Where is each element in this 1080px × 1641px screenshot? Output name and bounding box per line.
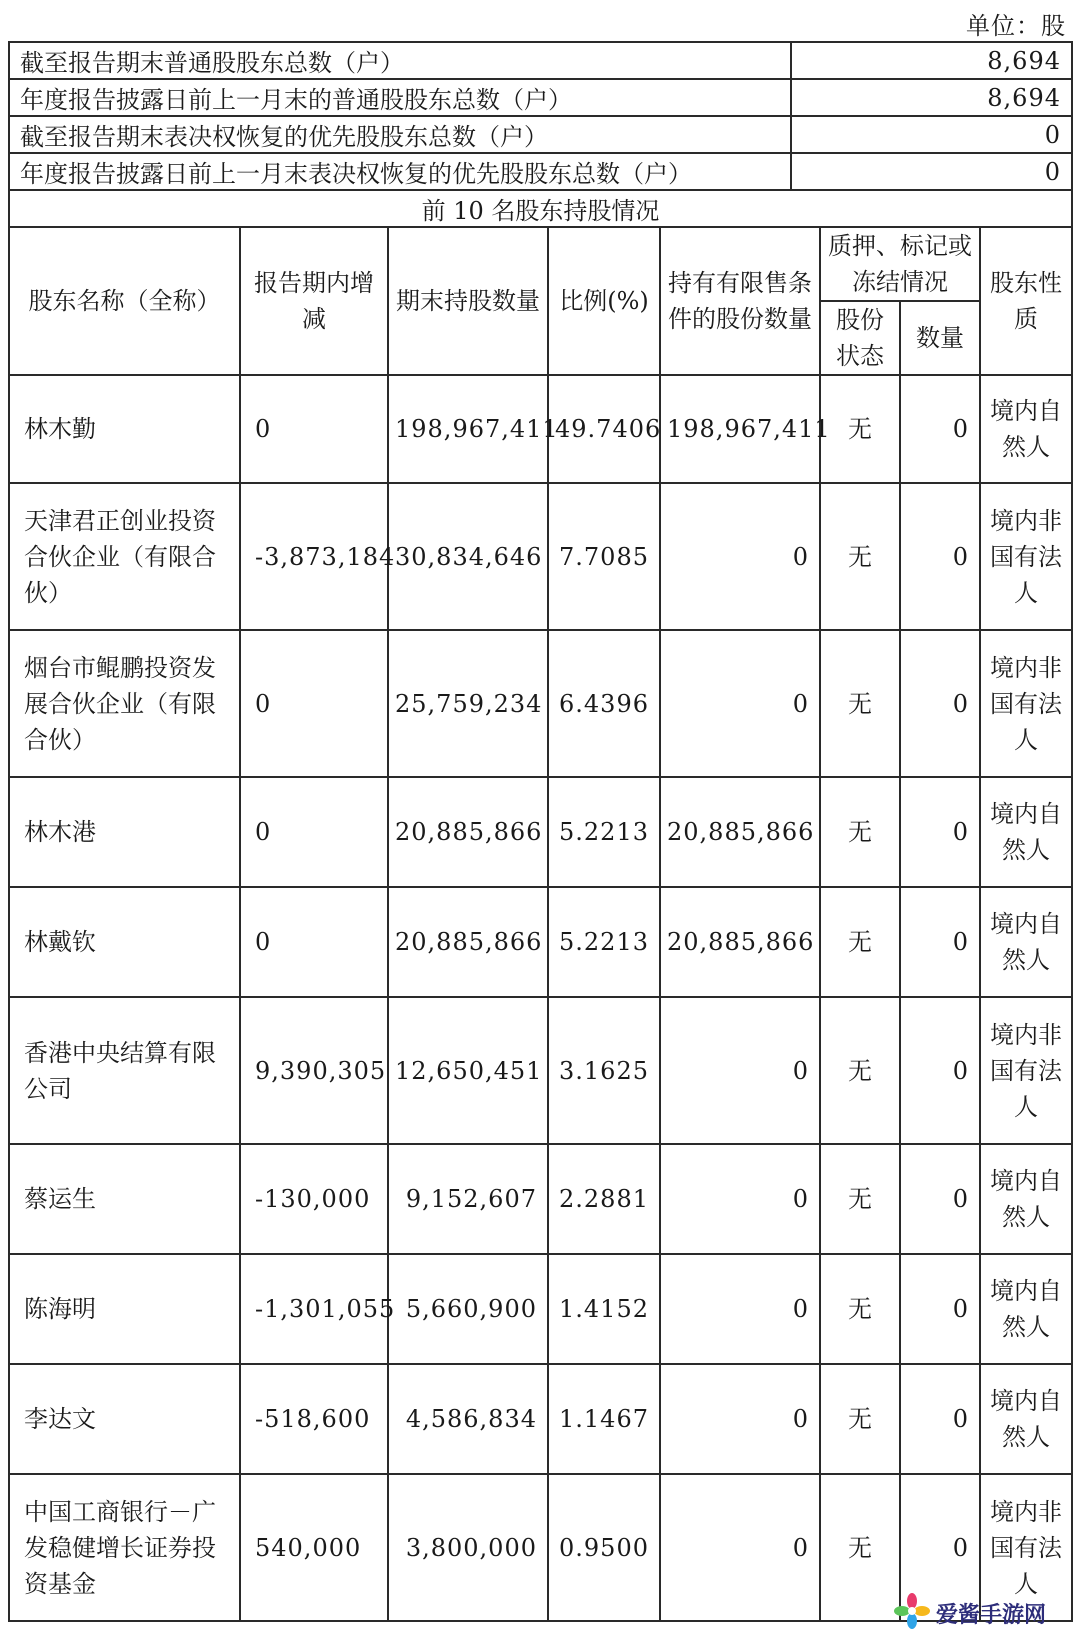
holder-nature: 境内自然人: [980, 887, 1072, 997]
holder-held: 20,885,866: [388, 887, 548, 997]
holder-name: 蔡运生: [9, 1144, 240, 1254]
top10-title: 前 10 名股东持股情况: [9, 190, 1072, 227]
holder-qty: 0: [900, 777, 980, 887]
holder-ratio: 3.1625: [548, 997, 660, 1144]
holder-held: 3,800,000: [388, 1474, 548, 1621]
holder-held: 4,586,834: [388, 1364, 548, 1474]
holder-name: 林木港: [9, 777, 240, 887]
holder-ratio: 1.4152: [548, 1254, 660, 1364]
holder-ratio: 2.2881: [548, 1144, 660, 1254]
pinwheel-logo-icon: [894, 1593, 930, 1633]
holder-nature: 境内非国有法人: [980, 483, 1072, 630]
summary-row: [9, 116, 1072, 153]
holder-held: 12,650,451: [388, 997, 548, 1144]
summary-label: 年度报告披露日前上一月末表决权恢复的优先股股东总数（户）: [9, 153, 791, 190]
holder-held: 25,759,234: [388, 630, 548, 777]
holder-change: 0: [240, 887, 388, 997]
table-row: [9, 997, 1072, 1144]
holder-status: 无: [820, 1364, 900, 1474]
holder-change: -130,000: [240, 1144, 388, 1254]
holder-change: -1,301,055: [240, 1254, 388, 1364]
header-held: 期末持股数量: [388, 227, 548, 375]
watermark-text: 爱酱手游网: [936, 1602, 1047, 1628]
holder-status: 无: [820, 483, 900, 630]
holder-qty: 0: [900, 375, 980, 483]
holder-qty: 0: [900, 1144, 980, 1254]
holder-ratio: 5.2213: [548, 887, 660, 997]
holder-restricted: 0: [660, 1364, 820, 1474]
holder-restricted: 0: [660, 1144, 820, 1254]
table-row: [9, 1364, 1072, 1474]
holder-qty: 0: [900, 997, 980, 1144]
holder-status: 无: [820, 375, 900, 483]
holder-ratio: 5.2213: [548, 777, 660, 887]
holder-held: 198,967,411: [388, 375, 548, 483]
header-pledge-group: 质押、标记或冻结情况: [820, 227, 980, 301]
holder-qty: 0: [900, 1254, 980, 1364]
top10-title-row: [9, 190, 1072, 227]
holder-change: 0: [240, 630, 388, 777]
holder-ratio: 49.7406: [548, 375, 660, 483]
table-row: [9, 375, 1072, 483]
holder-name: 烟台市鲲鹏投资发展合伙企业（有限合伙）: [9, 630, 240, 777]
top10-holders-table: [8, 226, 1073, 1622]
holder-qty: 0: [900, 887, 980, 997]
holder-status: 无: [820, 777, 900, 887]
holder-qty: 0: [900, 1364, 980, 1474]
table-row: [9, 1254, 1072, 1364]
holder-restricted: 0: [660, 483, 820, 630]
holder-held: 20,885,866: [388, 777, 548, 887]
table-row: [9, 887, 1072, 997]
holder-status: 无: [820, 1474, 900, 1621]
holder-nature: 境内自然人: [980, 1144, 1072, 1254]
holder-change: 0: [240, 375, 388, 483]
summary-value: 8,694: [791, 79, 1072, 116]
holder-nature: 境内非国有法人: [980, 997, 1072, 1144]
holder-ratio: 7.7085: [548, 483, 660, 630]
header-change: 报告期内增减: [240, 227, 388, 375]
holder-status: 无: [820, 1144, 900, 1254]
holder-ratio: 0.9500: [548, 1474, 660, 1621]
holder-qty: 0: [900, 1474, 980, 1621]
table-row: [9, 483, 1072, 630]
summary-label: 年度报告披露日前上一月末的普通股股东总数（户）: [9, 79, 791, 116]
header-ratio: 比例(%): [548, 227, 660, 375]
holder-status: 无: [820, 1254, 900, 1364]
holder-change: 9,390,305: [240, 997, 388, 1144]
table-row: [9, 630, 1072, 777]
holder-name: 天津君正创业投资合伙企业（有限合伙）: [9, 483, 240, 630]
header-restricted: 持有有限售条件的股份数量: [660, 227, 820, 375]
holder-name: 陈海明: [9, 1254, 240, 1364]
holder-nature: 境内非国有法人: [980, 1474, 1072, 1621]
holder-nature: 境内非国有法人: [980, 630, 1072, 777]
shareholder-summary-table: [8, 41, 1073, 228]
table-row: [9, 1144, 1072, 1254]
holder-restricted: 198,967,411: [660, 375, 820, 483]
unit-label: 单位：股: [966, 12, 1066, 40]
holder-change: 540,000: [240, 1474, 388, 1621]
holder-change: -3,873,184: [240, 483, 388, 630]
summary-value: 0: [791, 116, 1072, 153]
holder-restricted: 0: [660, 630, 820, 777]
holder-status: 无: [820, 887, 900, 997]
summary-label: 截至报告期末表决权恢复的优先股股东总数（户）: [9, 116, 791, 153]
holder-name: 李达文: [9, 1364, 240, 1474]
holder-restricted: 0: [660, 997, 820, 1144]
summary-label: 截至报告期末普通股股东总数（户）: [9, 42, 791, 79]
holder-nature: 境内自然人: [980, 375, 1072, 483]
holder-status: 无: [820, 997, 900, 1144]
holder-ratio: 6.4396: [548, 630, 660, 777]
holder-nature: 境内自然人: [980, 1364, 1072, 1474]
holder-qty: 0: [900, 483, 980, 630]
summary-row: [9, 42, 1072, 79]
header-nature: 股东性质: [980, 227, 1072, 375]
holder-restricted: 0: [660, 1254, 820, 1364]
holder-nature: 境内自然人: [980, 777, 1072, 887]
holder-ratio: 1.1467: [548, 1364, 660, 1474]
holder-status: 无: [820, 630, 900, 777]
holder-name: 香港中央结算有限公司: [9, 997, 240, 1144]
holder-name: 中国工商银行－广发稳健增长证券投资基金: [9, 1474, 240, 1621]
holder-held: 5,660,900: [388, 1254, 548, 1364]
header-pledge-status: 股份状态: [820, 301, 900, 375]
summary-value: 8,694: [791, 42, 1072, 79]
holder-change: 0: [240, 777, 388, 887]
summary-row: [9, 79, 1072, 116]
holder-restricted: 20,885,866: [660, 887, 820, 997]
holder-name: 林木勤: [9, 375, 240, 483]
holder-held: 9,152,607: [388, 1144, 548, 1254]
header-name: 股东名称（全称）: [9, 227, 240, 375]
holder-restricted: 20,885,866: [660, 777, 820, 887]
holder-restricted: 0: [660, 1474, 820, 1621]
table-row: [9, 777, 1072, 887]
holder-change: -518,600: [240, 1364, 388, 1474]
holder-qty: 0: [900, 630, 980, 777]
header-row: [9, 227, 1072, 301]
header-pledge-qty: 数量: [900, 301, 980, 375]
holder-held: 30,834,646: [388, 483, 548, 630]
summary-value: 0: [791, 153, 1072, 190]
holder-name: 林戴钦: [9, 887, 240, 997]
site-watermark: [894, 1593, 1072, 1633]
summary-row: [9, 153, 1072, 190]
holder-nature: 境内自然人: [980, 1254, 1072, 1364]
